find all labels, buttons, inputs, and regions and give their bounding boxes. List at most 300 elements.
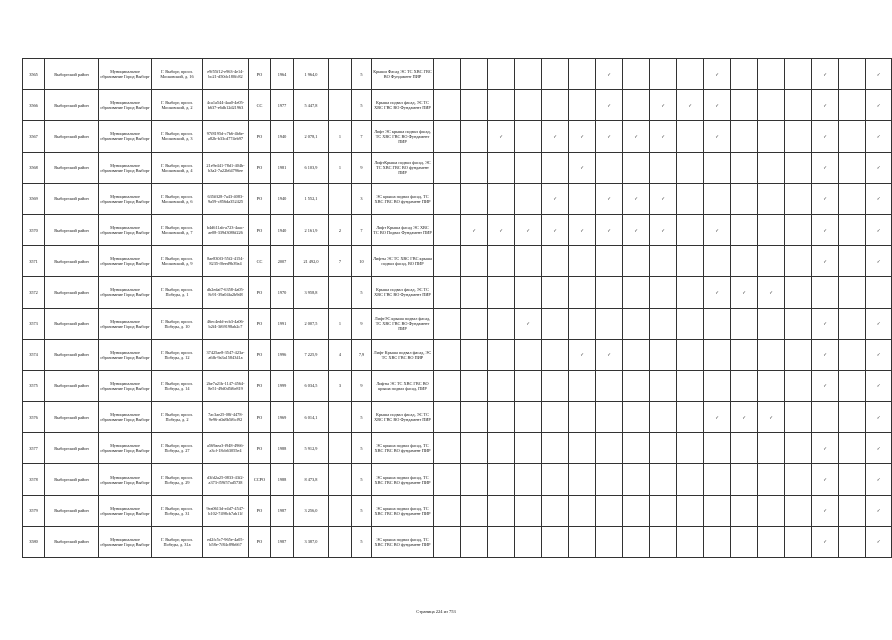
checkmark-icon: ✓ <box>769 289 773 295</box>
check-cell <box>785 339 812 370</box>
check-cell <box>839 214 866 245</box>
district-cell: Выборгский район <box>45 402 99 433</box>
check-cell <box>785 402 812 433</box>
address-cell: Г. Выборг, просп. Московский, д. 3 <box>152 121 203 152</box>
check-cell <box>515 90 542 121</box>
check-cell <box>542 152 569 183</box>
check-cell <box>623 495 650 526</box>
check-cell <box>623 370 650 401</box>
year-cell: 1991 <box>271 308 294 339</box>
municipality-cell: Муниципальное образование Город Выборг <box>99 90 152 121</box>
check-cell <box>515 464 542 495</box>
address-cell: Г. Выборг, просп. Победы, д. 10 <box>152 308 203 339</box>
works-cell: Крыша подвал фасад, ЭС ТС ХВС ГВС ВО Фундамент ПИР <box>372 277 434 308</box>
checkmark-icon: ✓ <box>526 227 530 233</box>
row-number: 3577 <box>23 433 45 464</box>
municipality-cell: Муниципальное образование Город Выборг <box>99 246 152 277</box>
check-cell <box>461 214 488 245</box>
check-cell <box>704 121 731 152</box>
checkmark-icon: ✓ <box>607 352 611 358</box>
district-cell: Выборгский район <box>45 277 99 308</box>
check-cell <box>758 433 785 464</box>
check-cell <box>488 152 515 183</box>
address-cell: Г. Выборг, просп. Победы, д. 12 <box>152 339 203 370</box>
table-row <box>23 308 892 339</box>
elevators-cell <box>329 183 352 214</box>
check-cell <box>515 526 542 557</box>
check-cell <box>515 277 542 308</box>
check-cell <box>812 339 839 370</box>
check-cell <box>758 121 785 152</box>
check-cell <box>731 183 758 214</box>
row-number: 3578 <box>23 464 45 495</box>
fias-code-cell: 4ca1a544-4aa0-4e05-b637-e6db12d21963 <box>203 90 249 121</box>
year-cell: 1988 <box>271 433 294 464</box>
check-cell <box>677 526 704 557</box>
check-cell <box>731 246 758 277</box>
checkmark-icon: ✓ <box>661 227 665 233</box>
check-cell <box>785 370 812 401</box>
check-cell <box>542 339 569 370</box>
check-cell <box>461 90 488 121</box>
check-cell <box>569 90 596 121</box>
check-cell <box>596 464 623 495</box>
checkmark-icon: ✓ <box>823 445 827 451</box>
check-cell <box>731 433 758 464</box>
year-cell: 1940 <box>271 121 294 152</box>
check-cell <box>569 183 596 214</box>
checkmark-icon: ✓ <box>499 133 503 139</box>
municipality-cell: Муниципальное образование Город Выборг <box>99 277 152 308</box>
check-cell <box>677 277 704 308</box>
table-row <box>23 59 892 90</box>
fias-code-cell: e9f55f12-e963-4e14-bc21-d50dc180fc82 <box>203 59 249 90</box>
table-row <box>23 339 892 370</box>
check-cell <box>542 308 569 339</box>
district-cell: Выборгский район <box>45 90 99 121</box>
check-cell <box>758 464 785 495</box>
district-cell: Выборгский район <box>45 308 99 339</box>
check-cell <box>569 121 596 152</box>
fias-code-cell: ed2fc5c7-965e-4a05-b58e-7f84c89b667 <box>203 526 249 557</box>
check-cell <box>704 308 731 339</box>
fias-code-cell: db2edaf7-6358-4a05-8c91-39a04fa2b9d8 <box>203 277 249 308</box>
check-cell <box>488 214 515 245</box>
checkmark-icon: ✓ <box>876 71 881 77</box>
works-cell: Лифт Крыша подвал фасад, ЭС ТС ХВС ГВС ВО ПИР <box>372 339 434 370</box>
row-number: 3570 <box>23 214 45 245</box>
check-cell <box>488 90 515 121</box>
check-cell <box>515 339 542 370</box>
check-cell <box>758 277 785 308</box>
check-cell <box>461 464 488 495</box>
works-cell: ЭС крыша подвал фасад, ТС ХВС ГВС ВО фундамент ПИР <box>372 183 434 214</box>
area-cell: 2 078,1 <box>294 121 329 152</box>
check-cell <box>569 214 596 245</box>
elevators-cell: 1 <box>329 152 352 183</box>
check-cell <box>677 121 704 152</box>
check-cell <box>704 152 731 183</box>
address-cell: Г. Выборг, просп. Московский, д. 4 <box>152 152 203 183</box>
municipality-cell: Муниципальное образование Город Выборг <box>99 214 152 245</box>
floors-cell: 9 <box>352 152 372 183</box>
area-cell: 6 014,1 <box>294 402 329 433</box>
check-cell <box>515 121 542 152</box>
check-cell <box>677 214 704 245</box>
checkmark-icon: ✓ <box>823 321 827 327</box>
check-cell <box>704 495 731 526</box>
table-row <box>23 121 892 152</box>
check-cell <box>488 308 515 339</box>
check-cell <box>650 464 677 495</box>
checkmark-icon: ✓ <box>876 102 881 108</box>
floors-cell: 5 <box>352 433 372 464</box>
checkmark-icon: ✓ <box>553 227 557 233</box>
check-cell <box>623 402 650 433</box>
check-cell <box>758 214 785 245</box>
year-cell: 1987 <box>271 526 294 557</box>
address-cell: Г. Выборг, просп. Победы, д. 2 <box>152 402 203 433</box>
check-cell <box>434 214 461 245</box>
works-cell: ЛифтКрыша подвал фасад, ЭС ТС ХВС ГВС ВО фундамент ПИР <box>372 152 434 183</box>
fias-code-cell: 37425ae8-3547-423a-a6fb-9a3a1584341a <box>203 339 249 370</box>
ownership-type-cell: РО <box>249 308 271 339</box>
checkmark-icon: ✓ <box>876 445 881 451</box>
check-cell <box>812 495 839 526</box>
check-cell <box>434 121 461 152</box>
check-cell <box>758 183 785 214</box>
check-cell <box>839 277 866 308</box>
checkmark-icon: ✓ <box>526 321 530 327</box>
check-cell <box>488 402 515 433</box>
check-cell <box>515 495 542 526</box>
checkmark-icon: ✓ <box>580 227 584 233</box>
municipality-cell: Муниципальное образование Город Выборг <box>99 402 152 433</box>
check-cell <box>785 183 812 214</box>
check-cell <box>677 433 704 464</box>
check-cell <box>542 121 569 152</box>
check-cell <box>785 464 812 495</box>
check-cell <box>542 59 569 90</box>
check-cell <box>839 433 866 464</box>
check-cell <box>677 246 704 277</box>
check-cell <box>812 90 839 121</box>
checkmark-icon: ✓ <box>876 414 881 420</box>
check-cell <box>542 433 569 464</box>
check-cell <box>758 246 785 277</box>
fias-code-cell: 2be7a21b-1147-4564-8e51-49d0d5f6e819 <box>203 370 249 401</box>
floors-cell: 5 <box>352 402 372 433</box>
check-cell <box>650 370 677 401</box>
floors-cell: 10 <box>352 246 372 277</box>
check-cell <box>704 183 731 214</box>
row-number: 3579 <box>23 495 45 526</box>
checkmark-icon: ✓ <box>876 321 881 327</box>
district-cell: Выборгский район <box>45 370 99 401</box>
check-cell <box>839 464 866 495</box>
check-cell <box>812 277 839 308</box>
area-cell: 2 007,5 <box>294 308 329 339</box>
works-cell: Лифт ЭС крыша подвал фасад, ТС ХВС ГВС ВО Фундамент ПИР <box>372 121 434 152</box>
check-cell <box>650 339 677 370</box>
check-cell <box>785 214 812 245</box>
works-cell: ЭС крыша подвал фасад, ТС ХВС ГВС ВО фундамент ПИР <box>372 464 434 495</box>
floors-cell: 3 <box>352 183 372 214</box>
floors-cell: 5 <box>352 495 372 526</box>
check-cell <box>650 433 677 464</box>
row-number: 3568 <box>23 152 45 183</box>
check-cell <box>839 495 866 526</box>
check-cell <box>623 339 650 370</box>
check-cell <box>866 277 892 308</box>
checkmark-icon: ✓ <box>553 196 557 202</box>
table-row <box>23 464 892 495</box>
check-cell <box>866 59 892 90</box>
row-number: 3565 <box>23 59 45 90</box>
check-cell <box>488 59 515 90</box>
check-cell <box>623 277 650 308</box>
check-cell <box>812 121 839 152</box>
elevators-cell <box>329 433 352 464</box>
check-cell <box>758 308 785 339</box>
check-cell <box>758 370 785 401</box>
table-row <box>23 152 892 183</box>
check-cell <box>866 464 892 495</box>
address-cell: Г. Выборг, просп. Московский, д. 2 <box>152 90 203 121</box>
works-cell: Лифты ЭС ТС ХВС ГВС ВО крыша подвал фасад, ПИР <box>372 370 434 401</box>
check-cell <box>488 277 515 308</box>
floors-cell: 7,9 <box>352 339 372 370</box>
check-cell <box>461 402 488 433</box>
year-cell: 1987 <box>271 495 294 526</box>
check-cell <box>461 370 488 401</box>
check-cell <box>866 90 892 121</box>
check-cell <box>623 464 650 495</box>
ownership-type-cell: СС <box>249 246 271 277</box>
check-cell <box>650 246 677 277</box>
area-cell: 3 256,0 <box>294 495 329 526</box>
checkmark-icon: ✓ <box>876 477 881 483</box>
check-cell <box>839 152 866 183</box>
check-cell <box>812 308 839 339</box>
check-cell <box>731 308 758 339</box>
floors-cell: 9 <box>352 308 372 339</box>
checkmark-icon: ✓ <box>742 289 746 295</box>
checkmark-icon: ✓ <box>688 102 692 108</box>
check-cell <box>596 339 623 370</box>
elevators-cell <box>329 59 352 90</box>
check-cell <box>812 526 839 557</box>
year-cell: 1996 <box>271 339 294 370</box>
year-cell: 1940 <box>271 183 294 214</box>
check-cell <box>569 526 596 557</box>
area-cell: 8 473,8 <box>294 464 329 495</box>
ownership-type-cell: РО <box>249 152 271 183</box>
works-cell: Лифты ЭС ТС ХВС ГВС крыша подвал фасад, ВО ПИР <box>372 246 434 277</box>
area-cell: 6 103,9 <box>294 152 329 183</box>
check-cell <box>488 339 515 370</box>
check-cell <box>785 495 812 526</box>
check-cell <box>515 183 542 214</box>
fias-code-cell: 21e9e441-78d1-404b-b3a2-7a22b64796ee <box>203 152 249 183</box>
elevators-cell <box>329 90 352 121</box>
check-cell <box>515 308 542 339</box>
check-cell <box>731 464 758 495</box>
checkmark-icon: ✓ <box>823 352 827 358</box>
district-cell: Выборгский район <box>45 214 99 245</box>
checkmark-icon: ✓ <box>607 196 611 202</box>
check-cell <box>596 214 623 245</box>
year-cell: 1940 <box>271 214 294 245</box>
check-cell <box>650 214 677 245</box>
ownership-type-cell: РО <box>249 402 271 433</box>
elevators-cell: 4 <box>329 339 352 370</box>
check-cell <box>704 526 731 557</box>
check-cell <box>596 246 623 277</box>
checkmark-icon: ✓ <box>715 289 719 295</box>
table-row <box>23 214 892 245</box>
fias-code-cell: 635fff28-7a43-4083-9a59-c856da352425 <box>203 183 249 214</box>
page-number: Страница 224 из 753 <box>416 609 456 614</box>
checkmark-icon: ✓ <box>823 477 827 483</box>
area-cell: 3 958,8 <box>294 277 329 308</box>
municipality-cell: Муниципальное образование Город Выборг <box>99 433 152 464</box>
check-cell <box>596 526 623 557</box>
checkmark-icon: ✓ <box>823 133 827 139</box>
check-cell <box>434 59 461 90</box>
floors-cell: 5 <box>352 59 372 90</box>
check-cell <box>785 121 812 152</box>
checkmark-icon: ✓ <box>823 258 827 264</box>
checkmark-icon: ✓ <box>634 133 638 139</box>
check-cell <box>542 526 569 557</box>
check-cell <box>434 152 461 183</box>
checkmark-icon: ✓ <box>607 71 611 77</box>
housing-registry-table <box>22 58 892 558</box>
check-cell <box>542 214 569 245</box>
check-cell <box>731 121 758 152</box>
year-cell: 1988 <box>271 464 294 495</box>
check-cell <box>515 59 542 90</box>
address-cell: Г. Выборг, просп. Московский, д. 6 <box>152 183 203 214</box>
check-cell <box>785 152 812 183</box>
year-cell: 1969 <box>271 402 294 433</box>
check-cell <box>596 59 623 90</box>
check-cell <box>623 152 650 183</box>
floors-cell: 5 <box>352 526 372 557</box>
check-cell <box>677 402 704 433</box>
check-cell <box>488 121 515 152</box>
check-cell <box>650 526 677 557</box>
year-cell: 1977 <box>271 90 294 121</box>
check-cell <box>839 59 866 90</box>
check-cell <box>434 277 461 308</box>
check-cell <box>731 339 758 370</box>
elevators-cell <box>329 277 352 308</box>
check-cell <box>704 59 731 90</box>
check-cell <box>623 59 650 90</box>
address-cell: Г. Выборг, просп. Московский, д. 16 <box>152 59 203 90</box>
check-cell <box>866 339 892 370</box>
check-cell <box>488 370 515 401</box>
check-cell <box>542 246 569 277</box>
row-number: 3574 <box>23 339 45 370</box>
check-cell <box>596 183 623 214</box>
checkmark-icon: ✓ <box>715 133 719 139</box>
check-cell <box>704 246 731 277</box>
check-cell <box>461 339 488 370</box>
check-cell <box>839 339 866 370</box>
ownership-type-cell: РО <box>249 121 271 152</box>
check-cell <box>623 90 650 121</box>
address-cell: Г. Выборг, просп. Победы, д. 29 <box>152 464 203 495</box>
municipality-cell: Муниципальное образование Город Выборг <box>99 308 152 339</box>
ownership-type-cell: ССРО <box>249 464 271 495</box>
check-cell <box>677 59 704 90</box>
check-cell <box>812 246 839 277</box>
municipality-cell: Муниципальное образование Город Выборг <box>99 339 152 370</box>
check-cell <box>758 495 785 526</box>
check-cell <box>434 526 461 557</box>
checkmark-icon: ✓ <box>823 165 827 171</box>
fias-code-cell: b4d611ab-a723-4aac-ae08-339d3086f226 <box>203 214 249 245</box>
check-cell <box>569 246 596 277</box>
check-cell <box>704 214 731 245</box>
district-cell: Выборгский район <box>45 183 99 214</box>
area-cell: 5 447,8 <box>294 90 329 121</box>
area-cell: 21 492,0 <box>294 246 329 277</box>
works-cell: ЭС крыша подвал фасад, ТС ХВС ГВС ВО фундамент ПИР <box>372 526 434 557</box>
check-cell <box>704 370 731 401</box>
check-cell <box>731 90 758 121</box>
check-cell <box>623 308 650 339</box>
check-cell <box>704 339 731 370</box>
checkmark-icon: ✓ <box>634 196 638 202</box>
floors-cell: 7 <box>352 121 372 152</box>
works-cell: Крыша подвал фасад, ЭС ТС ХВС ГВС ВО Фундамент ПИР <box>372 402 434 433</box>
check-cell <box>515 370 542 401</box>
floors-cell: 7 <box>352 214 372 245</box>
works-cell: Крыши Фасад ЭС ТС ХВС ГВС ВО Фундамент ПИР <box>372 59 434 90</box>
check-cell <box>434 370 461 401</box>
ownership-type-cell: РО <box>249 339 271 370</box>
table-row <box>23 370 892 401</box>
check-cell <box>461 277 488 308</box>
fias-code-cell: a569aea3-f948-4966-a3cf-18cb63055e4 <box>203 433 249 464</box>
check-cell <box>488 433 515 464</box>
row-number: 3566 <box>23 90 45 121</box>
municipality-cell: Муниципальное образование Город Выборг <box>99 495 152 526</box>
area-cell: 5 912,9 <box>294 433 329 464</box>
check-cell <box>461 495 488 526</box>
check-cell <box>758 339 785 370</box>
area-cell: 1 964,0 <box>294 59 329 90</box>
check-cell <box>677 339 704 370</box>
fias-code-cell: 46ec4edd-ecb3-4a06-b2f4-3f69198ab2c7 <box>203 308 249 339</box>
fias-code-cell: d3fd2a25-0833-43f2-a373-f59f57ad5738 <box>203 464 249 495</box>
district-cell: Выборгский район <box>45 433 99 464</box>
check-cell <box>731 402 758 433</box>
elevators-cell: 1 <box>329 121 352 152</box>
table-body <box>23 59 892 558</box>
check-cell <box>839 246 866 277</box>
floors-cell: 5 <box>352 277 372 308</box>
check-cell <box>758 59 785 90</box>
checkmark-icon: ✓ <box>580 133 584 139</box>
works-cell: ЭС крыша подвал фасад, ТС ХВС ГВС ВО фундамент ПИР <box>372 495 434 526</box>
check-cell <box>515 214 542 245</box>
municipality-cell: Муниципальное образование Город Выборг <box>99 121 152 152</box>
